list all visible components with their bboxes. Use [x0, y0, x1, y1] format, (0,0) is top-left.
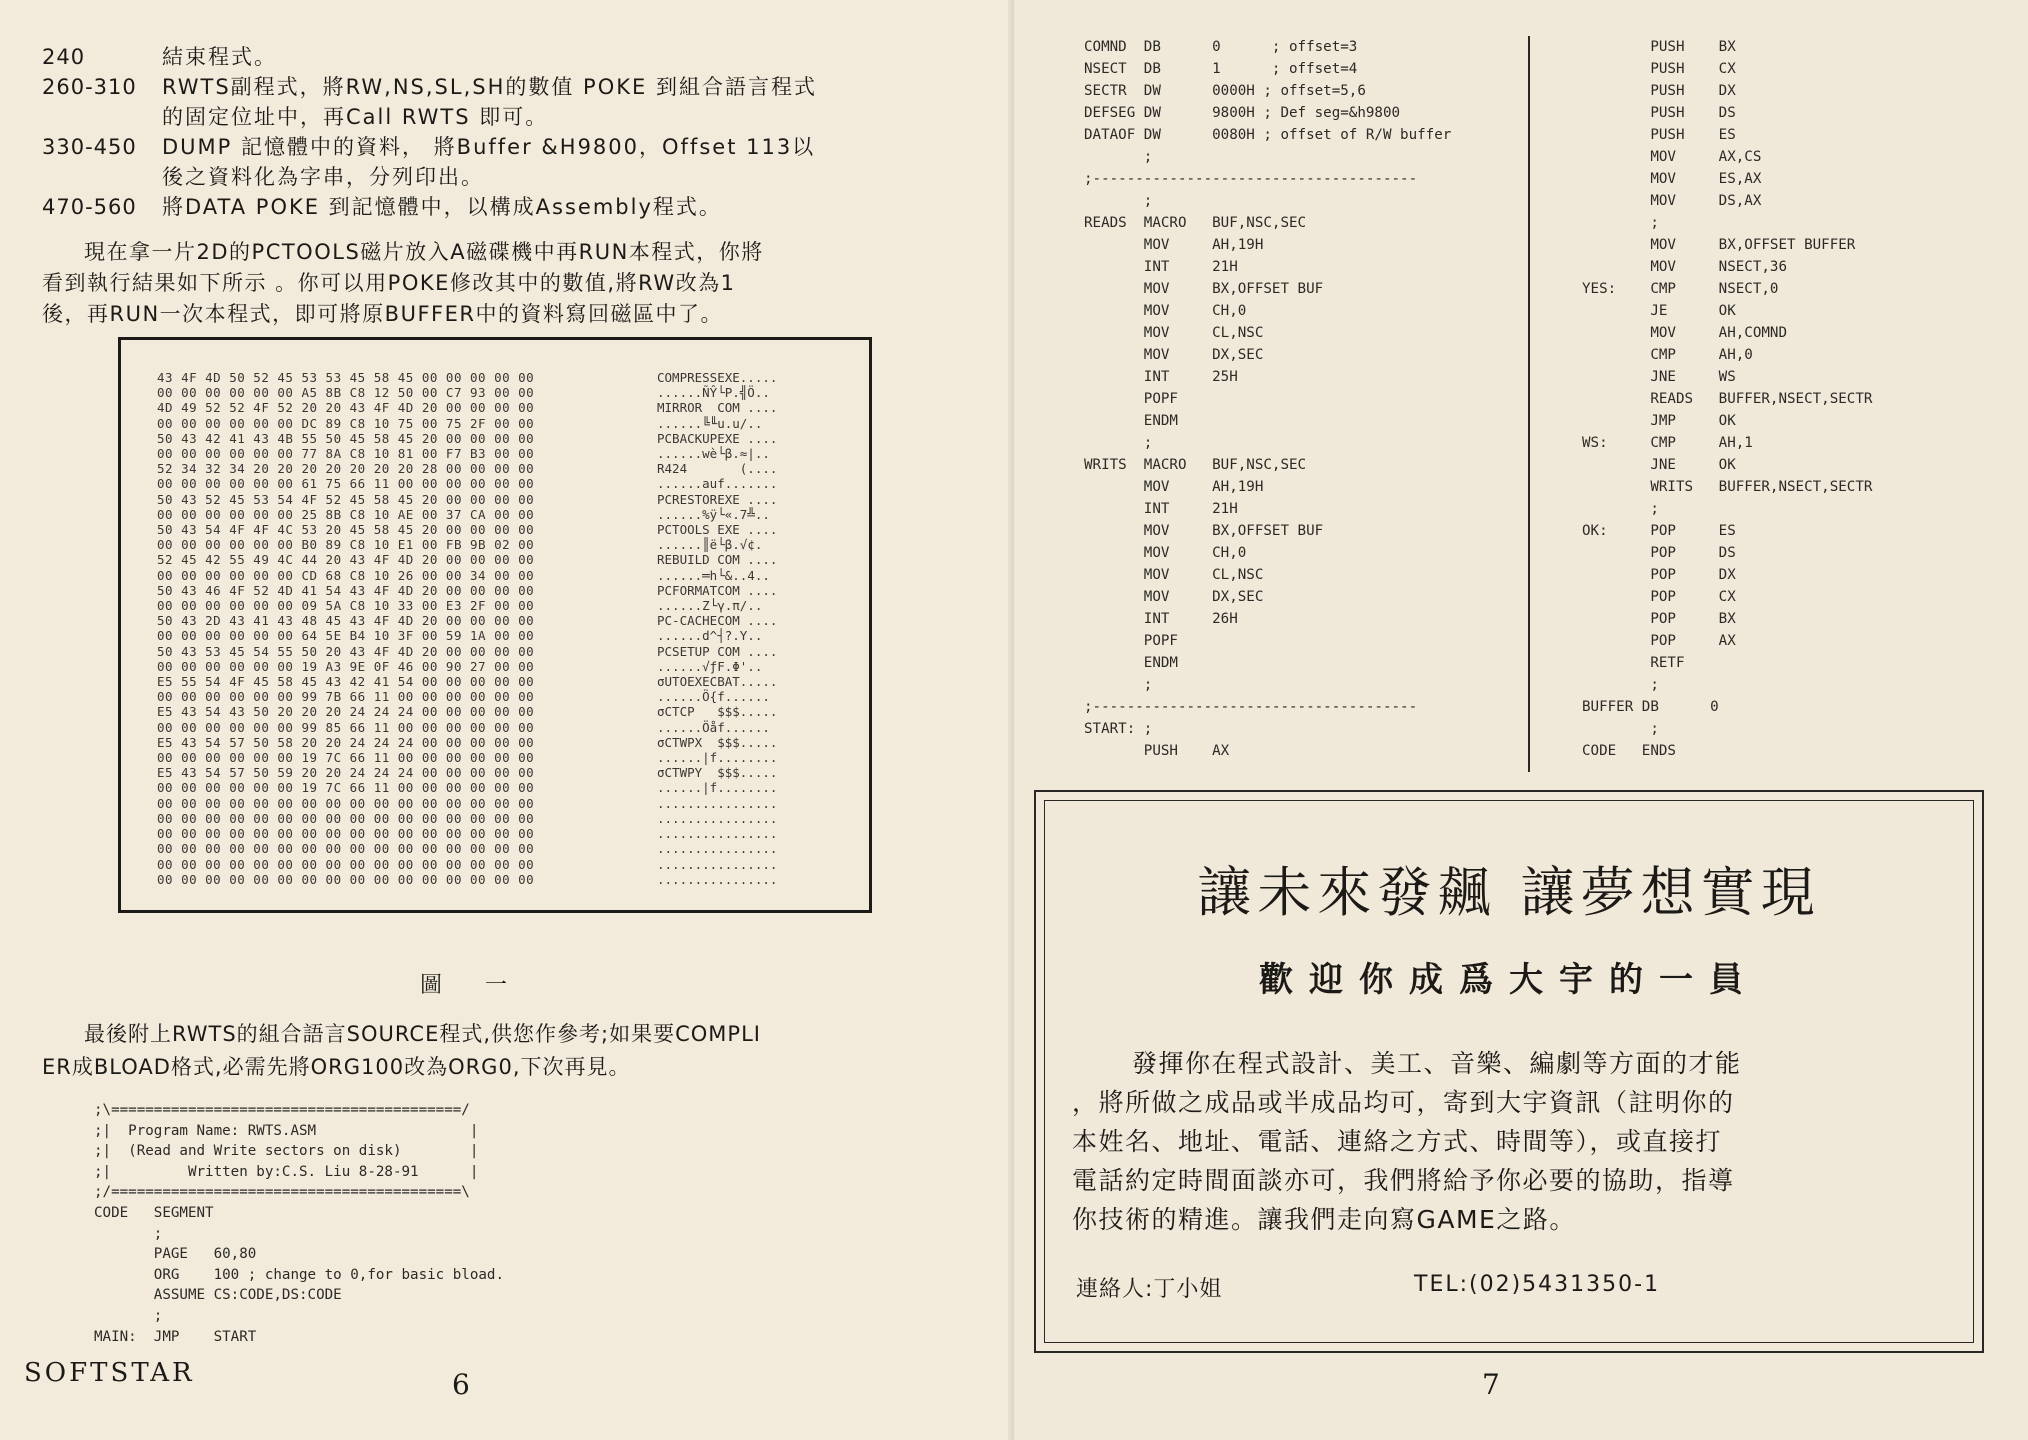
code-line: ;	[1084, 193, 1153, 209]
code-line: INT 26H	[1084, 611, 1238, 627]
dump-ascii-row: PCBACKUPEXE ....	[657, 430, 778, 446]
dump-ascii-row: ......wè└β.≈|..	[657, 446, 770, 462]
paragraph-line: 現在拿一片2D的PCTOOLS磁片放入A磁碟機中再RUN本程式，你將	[84, 240, 764, 264]
dump-ascii-row: σCTWPX $$$.....	[657, 734, 778, 750]
code-line: WS: CMP AH,1	[1582, 435, 1753, 451]
dump-hex-row: 00 00 00 00 00 00 09 5A C8 10 33 00 E3 2F 00 00	[157, 598, 535, 614]
dump-ascii-row: σCTCP $$$.....	[657, 704, 778, 720]
code-line: POP BX	[1582, 611, 1736, 627]
figure-caption: 圖 一	[420, 973, 525, 998]
source-code-column-1	[1084, 36, 1451, 762]
dump-ascii-row: ......║ë└β.√¢.	[657, 537, 763, 553]
step-line-range: 240	[42, 45, 86, 69]
code-line: MOV BX,OFFSET BUF	[1084, 523, 1324, 539]
code-line: CODE SEGMENT	[94, 1204, 214, 1221]
dump-hex-row: 52 34 32 34 20 20 20 20 20 20 20 28 00 00 00 00	[157, 461, 535, 477]
code-line: ;/=========================================\	[94, 1184, 470, 1201]
dump-hex-row: 00 00 00 00 00 00 CD 68 C8 10 26 00 00 34 00 00	[157, 567, 535, 583]
code-line: BUFFER DB 0	[1582, 699, 1719, 715]
code-line: YES: CMP NSECT,0	[1582, 281, 1779, 297]
step-line-range: 470-560	[42, 195, 137, 219]
softstar-brand: SOFTSTAR	[24, 1358, 195, 1388]
dump-hex-row: 00 00 00 00 00 00 00 00 00 00 00 00 00 00 00 00	[157, 871, 535, 887]
dump-ascii-row: ................	[657, 841, 778, 857]
memory-dump-hex	[157, 370, 534, 887]
dump-ascii-row: ......|f........	[657, 750, 778, 766]
dump-hex-row: 50 43 42 41 43 4B 55 50 45 58 45 20 00 00 00 00	[157, 430, 535, 446]
dump-ascii-row: ......ÑŶ└P.╣Ö..	[657, 385, 770, 401]
program-step	[42, 132, 942, 162]
dump-ascii-row: ......%ÿ└«.7╩..	[657, 506, 770, 522]
code-line: MAIN: JMP START	[94, 1328, 257, 1345]
code-line: POP DX	[1582, 567, 1736, 583]
code-line: INT 21H	[1084, 259, 1238, 275]
code-line: READS BUFFER,NSECT,SECTR	[1582, 391, 1873, 407]
ad-contact-person: 連絡人:丁小姐	[1076, 1277, 1223, 1302]
dump-hex-row: 00 00 00 00 00 00 B0 89 C8 10 E1 00 FB 9B 02 00	[157, 537, 535, 553]
code-line: POPF	[1084, 391, 1178, 407]
page-number-right: 7	[1482, 1368, 1500, 1401]
code-line: ;	[1084, 149, 1153, 165]
dump-ascii-row: ......═h└&..4..	[657, 567, 770, 583]
code-line: ASSUME CS:CODE,DS:CODE	[94, 1287, 342, 1304]
code-line: DEFSEG DW 9800H ; Def seg=&h9800	[1084, 105, 1401, 121]
dump-hex-row: 00 00 00 00 00 00 19 A3 9E 0F 46 00 90 27 00 00	[157, 658, 535, 674]
ad-body-line: 本姓名、地址、電話、連絡之方式、時間等），或直接打	[1072, 1127, 1723, 1156]
code-line: ENDM	[1084, 655, 1178, 671]
code-line: ;	[94, 1307, 163, 1324]
code-line: MOV AH,19H	[1084, 479, 1264, 495]
ad-body-line: ，將所做之成品或半成品均可，寄到大宇資訊（註明你的	[1072, 1088, 1735, 1117]
code-line: PUSH BX	[1582, 39, 1736, 55]
paragraph-line: 最後附上RWTS的組合語言SOURCE程式,供您作參考;如果要COMPLI	[84, 1022, 761, 1046]
step-description: 的固定位址中，再Call RWTS 即可。	[162, 105, 549, 129]
code-line: ;	[1582, 677, 1659, 693]
code-line: PUSH DS	[1582, 105, 1736, 121]
code-line: MOV BX,OFFSET BUF	[1084, 281, 1324, 297]
code-line: PUSH ES	[1582, 127, 1736, 143]
dump-hex-row: 50 43 52 45 53 54 4F 52 45 58 45 20 00 00 00 00	[157, 491, 535, 507]
dump-ascii-row: ......Öåf......	[657, 719, 770, 735]
code-line: ;	[1582, 721, 1659, 737]
dump-ascii-row: ................	[657, 795, 778, 811]
code-line: POPF	[1084, 633, 1178, 649]
ad-subhead: 歡迎你成爲大宇的一員	[1259, 960, 1759, 1000]
paragraph-line: 後，再RUN一次本程式，即可將原BUFFER中的資料寫回磁區中了。	[42, 302, 723, 326]
dump-ascii-row: ......|f........	[657, 780, 778, 796]
code-line: ;--------------------------------------	[1084, 171, 1418, 187]
code-line: CMP AH,0	[1582, 347, 1753, 363]
dump-hex-row: 50 43 46 4F 52 4D 41 54 43 4F 4D 20 00 00 00 00	[157, 582, 535, 598]
dump-hex-row: E5 55 54 4F 45 58 45 43 42 41 54 00 00 00 00 00	[157, 674, 535, 690]
dump-ascii-row: σUTOEXECBAT.....	[657, 674, 778, 690]
paragraph-line: ER成BLOAD格式,必需先將ORG100改為ORG0,下次再見。	[42, 1055, 631, 1079]
code-line: WRITS MACRO BUF,NSC,SEC	[1084, 457, 1307, 473]
code-line: MOV CH,0	[1084, 545, 1247, 561]
dump-hex-row: E5 43 54 43 50 20 20 20 24 24 24 00 00 00 00 00	[157, 704, 535, 720]
ad-body-line: 發揮你在程式設計、美工、音樂、編劇等方面的才能	[1132, 1049, 1742, 1078]
dump-hex-row: 00 00 00 00 00 00 99 7B 66 11 00 00 00 00 00 00	[157, 689, 535, 705]
dump-hex-row: 00 00 00 00 00 00 61 75 66 11 00 00 00 00 00 00	[157, 476, 535, 492]
code-line: JE OK	[1582, 303, 1736, 319]
dump-ascii-row: ......╚╙u.u/..	[657, 415, 763, 431]
code-line: MOV DX,SEC	[1084, 347, 1264, 363]
code-line: POP DS	[1582, 545, 1736, 561]
dump-hex-row: E5 43 54 57 50 59 20 20 24 24 24 00 00 00 00 00	[157, 765, 535, 781]
dump-ascii-row: ......Z└γ.π/..	[657, 598, 763, 614]
code-line: ;	[1582, 215, 1659, 231]
dump-ascii-row: COMPRESSEXE.....	[657, 370, 778, 385]
dump-ascii-row: REBUILD COM ....	[657, 552, 778, 568]
dump-hex-row: 00 00 00 00 00 00 19 7C 66 11 00 00 00 00 00 00	[157, 750, 535, 766]
code-column-divider	[1528, 36, 1530, 772]
dump-hex-row: 50 43 53 45 54 55 50 20 43 4F 4D 20 00 00 00 00	[157, 643, 535, 659]
code-line: PUSH AX	[1084, 743, 1230, 759]
step-description: RWTS副程式，將RW,NS,SL,SH的數值 POKE 到組合語言程式	[162, 75, 817, 99]
dump-hex-row: 50 43 2D 43 41 43 48 45 43 4F 4D 20 00 00 00 00	[157, 613, 535, 629]
code-line: POP CX	[1582, 589, 1736, 605]
dump-ascii-row: ................	[657, 871, 778, 887]
code-line: MOV CH,0	[1084, 303, 1247, 319]
dump-hex-row: 00 00 00 00 00 00 00 00 00 00 00 00 00 00 00 00	[157, 856, 535, 872]
code-line: READS MACRO BUF,NSC,SEC	[1084, 215, 1307, 231]
code-line: START: ;	[1084, 721, 1153, 737]
ad-telephone: TEL:(02)5431350-1	[1414, 1272, 1661, 1297]
code-line: ;| (Read and Write sectors on disk) |	[94, 1143, 479, 1160]
dump-ascii-row: ......auf.......	[657, 476, 778, 492]
step-line-range	[42, 102, 162, 132]
dump-ascii-row: PCFORMATCOM ....	[657, 582, 778, 598]
step-description: 後之資料化為字串，分列印出。	[162, 165, 484, 189]
ad-body	[1072, 1044, 1952, 1239]
dump-hex-row: 00 00 00 00 00 00 00 00 00 00 00 00 00 00 00 00	[157, 810, 535, 826]
code-line: JNE OK	[1582, 457, 1736, 473]
page-number-left: 6	[452, 1368, 470, 1401]
dump-hex-row: 00 00 00 00 00 00 00 00 00 00 00 00 00 00 00 00	[157, 826, 535, 842]
step-line-range: 260-310	[42, 75, 137, 99]
code-line: ;	[1582, 501, 1659, 517]
code-line: MOV AH,19H	[1084, 237, 1264, 253]
code-line: ;| Program Name: RWTS.ASM |	[94, 1122, 479, 1139]
code-line: ;	[1084, 435, 1153, 451]
dump-ascii-row: PCSETUP COM ....	[657, 643, 778, 659]
code-line: ;	[94, 1225, 163, 1242]
code-line: COMND DB 0 ; offset=3	[1084, 39, 1358, 55]
code-line: MOV CL,NSC	[1084, 567, 1264, 583]
code-line: RETF	[1582, 655, 1685, 671]
step-description: 將DATA POKE 到記憶體中，以構成Assembly程式。	[162, 195, 722, 219]
dump-hex-row: 00 00 00 00 00 00 A5 8B C8 12 50 00 C7 93 00 00	[157, 385, 535, 401]
program-steps-list	[42, 42, 942, 222]
dump-hex-row: 00 00 00 00 00 00 19 7C 66 11 00 00 00 00 00 00	[157, 780, 535, 796]
dump-hex-row: 00 00 00 00 00 00 64 5E B4 10 3F 00 59 1A 00 00	[157, 628, 535, 644]
source-code-header	[94, 1100, 504, 1347]
code-line: JMP OK	[1582, 413, 1736, 429]
code-line: SECTR DW 0000H ; offset=5,6	[1084, 83, 1366, 99]
code-line: DATAOF DW 0080H ; offset of R/W buffer	[1084, 127, 1452, 143]
program-step	[42, 72, 942, 102]
instruction-paragraph	[42, 237, 932, 330]
code-line: PAGE 60,80	[94, 1246, 257, 1263]
code-line: ;--------------------------------------	[1084, 699, 1418, 715]
code-line: ORG 100 ; change to 0,for basic bload.	[94, 1266, 504, 1283]
dump-hex-row: 50 43 54 4F 4F 4C 53 20 45 58 45 20 00 00 00 00	[157, 522, 535, 538]
dump-hex-row: 4D 49 52 52 4F 52 20 20 43 4F 4D 20 00 00 00 00	[157, 400, 535, 416]
closing-paragraph	[42, 1018, 942, 1084]
code-line: MOV AH,COMND	[1582, 325, 1787, 341]
program-step	[42, 102, 942, 132]
dump-hex-row: 00 00 00 00 00 00 25 8B C8 10 AE 00 37 CA 00 00	[157, 506, 535, 522]
code-line: MOV CL,NSC	[1084, 325, 1264, 341]
code-line: NSECT DB 1 ; offset=4	[1084, 61, 1358, 77]
program-step	[42, 192, 942, 222]
program-step	[42, 162, 942, 192]
dump-hex-row: 43 4F 4D 50 52 45 53 53 45 58 45 00 00 00 00 00	[157, 370, 535, 385]
dump-hex-row: 00 00 00 00 00 00 00 00 00 00 00 00 00 00 00 00	[157, 841, 535, 857]
memory-dump-ascii	[657, 370, 777, 887]
code-line: CODE ENDS	[1582, 743, 1676, 759]
memory-dump-figure	[118, 337, 872, 913]
step-description: DUMP 記憶體中的資料， 將Buffer &H9800，Offset 113以	[162, 135, 816, 159]
dump-ascii-row: ................	[657, 810, 778, 826]
dump-hex-row: E5 43 54 57 50 58 20 20 24 24 24 00 00 00 00 00	[157, 734, 535, 750]
dump-ascii-row: ................	[657, 856, 778, 872]
dump-hex-row: 00 00 00 00 00 00 99 85 66 11 00 00 00 00 00 00	[157, 719, 535, 735]
dump-ascii-row: PC-CACHECOM ....	[657, 613, 778, 629]
code-line: MOV DX,SEC	[1084, 589, 1264, 605]
dump-ascii-row: ......√ƒF.Φ'..	[657, 658, 763, 674]
code-line: MOV ES,AX	[1582, 171, 1762, 187]
paragraph-line: 看到執行結果如下所示 。你可以用POKE修改其中的數值,將RW改為1	[42, 271, 736, 295]
code-line: WRITS BUFFER,NSECT,SECTR	[1582, 479, 1873, 495]
dump-hex-row: 00 00 00 00 00 00 77 8A C8 10 81 00 F7 B3 00 00	[157, 446, 535, 462]
source-code-column-2	[1582, 36, 1872, 762]
dump-ascii-row: R424 (....	[657, 461, 778, 477]
code-line: INT 21H	[1084, 501, 1238, 517]
ad-headline: 讓未來發飆 讓夢想實現	[1197, 861, 1821, 924]
code-line: PUSH DX	[1582, 83, 1736, 99]
code-line: ENDM	[1084, 413, 1178, 429]
dump-ascii-row: PCRESTOREXE ....	[657, 491, 778, 507]
dump-hex-row: 52 45 42 55 49 4C 44 20 43 4F 4D 20 00 00 00 00	[157, 552, 535, 568]
code-line: POP AX	[1582, 633, 1736, 649]
code-line: OK: POP ES	[1582, 523, 1736, 539]
code-line: INT 25H	[1084, 369, 1238, 385]
dump-ascii-row: ................	[657, 826, 778, 842]
code-line: MOV AX,CS	[1582, 149, 1762, 165]
dump-ascii-row: ......d^┤?.Y..	[657, 628, 763, 644]
dump-ascii-row: PCTOOLS EXE ....	[657, 522, 778, 538]
ad-body-line: 電話約定時間面談亦可，我們將給予你必要的協助，指導	[1072, 1166, 1735, 1195]
code-line: MOV BX,OFFSET BUFFER	[1582, 237, 1856, 253]
program-step	[42, 42, 942, 72]
code-line: MOV DS,AX	[1582, 193, 1762, 209]
code-line: JNE WS	[1582, 369, 1736, 385]
code-line: ;	[1084, 677, 1153, 693]
dump-hex-row: 00 00 00 00 00 00 00 00 00 00 00 00 00 00 00 00	[157, 795, 535, 811]
code-line: PUSH CX	[1582, 61, 1736, 77]
dump-ascii-row: MIRROR COM ....	[657, 400, 778, 416]
recruitment-ad	[1034, 790, 1984, 1353]
code-line: ;\=========================================/	[94, 1102, 470, 1118]
ad-body-line: 你技術的精進。讓我們走向寫GAME之路。	[1072, 1205, 1576, 1234]
dump-ascii-row: σCTWPY $$$.....	[657, 765, 778, 781]
dump-hex-row: 00 00 00 00 00 00 DC 89 C8 10 75 00 75 2F 00 00	[157, 415, 535, 431]
dump-ascii-row: ......Ö{f......	[657, 689, 770, 705]
step-description: 結束程式。	[162, 45, 277, 69]
code-line: ;| Written by:C.S. Liu 8-28-91 |	[94, 1163, 479, 1180]
step-line-range: 330-450	[42, 135, 137, 159]
code-line: MOV NSECT,36	[1582, 259, 1787, 275]
step-line-range	[42, 162, 162, 192]
